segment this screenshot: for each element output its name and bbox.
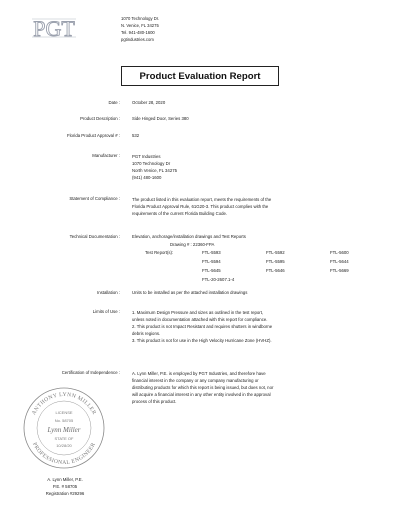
- test-report: FTL-5595: [266, 259, 285, 264]
- limits-value: [132, 309, 272, 344]
- test-report: FTL-5645: [202, 268, 221, 273]
- limits-line: 3. This product is not for use in the High Velocity Hurricane Zone (HVHZ).: [132, 338, 272, 343]
- seal-license: LICENSE: [55, 410, 73, 415]
- test-report: FTL-5644: [330, 259, 349, 264]
- address-line: N. Venice, FL 34275: [121, 23, 159, 28]
- manufacturer-line: (941) 480-1600: [132, 175, 162, 180]
- independence-line: will acquire a financial interest in any other entity involved in the approval: [132, 392, 271, 397]
- limits-line: 2. This product is not Impact Resistant and requires shutters in windborne: [132, 324, 273, 329]
- manufacturer-line: North Venice, FL 34275: [132, 168, 177, 173]
- compliance-value: [132, 196, 271, 217]
- compliance-line: requirements of the current Florida Building Code.: [132, 211, 228, 216]
- approval-value: 532: [132, 133, 140, 138]
- manufacturer-label: Manufacturer :: [92, 153, 120, 158]
- manufacturer-line: 1070 Technology Dr: [132, 161, 171, 166]
- manufacturer-line: PGT Industries: [132, 154, 161, 159]
- report-title: Product Evaluation Report: [139, 70, 261, 82]
- test-report: FTL-5646: [266, 268, 285, 273]
- independence-line: financial interest in the company or any company manufacturing or: [132, 378, 259, 383]
- independence-label: Certification of Independence :: [61, 370, 120, 375]
- compliance-label: Statement of Compliance :: [69, 196, 120, 201]
- seal-number: No. 58705: [54, 418, 74, 423]
- seal-profession: PROFESSIONAL ENGINEER: [30, 441, 98, 467]
- company-address: [121, 15, 159, 43]
- installation-value: Units to be installed as per the attached installation drawings: [132, 290, 248, 295]
- seal-state: STATE OF: [54, 436, 74, 441]
- signature-block: [30, 476, 100, 497]
- test-report: FTL-5600: [330, 250, 349, 255]
- address-line: 1070 Technology Dr.: [121, 16, 160, 21]
- limits-line: 1. Maximum Design Pressure and sizes as outlined in the test report,: [132, 310, 264, 315]
- approval-label: Florida Product Approval # :: [66, 133, 120, 138]
- manufacturer-value: [132, 153, 177, 181]
- report-title-box: [121, 66, 279, 86]
- product-description-value: Side Hinged Door, Series 380: [132, 116, 189, 121]
- test-reports-label: Test Report(s):: [145, 250, 174, 255]
- engineer-license: P.E. # 58705: [52, 484, 78, 489]
- test-report: FTL-20-2607.1-4: [202, 277, 235, 282]
- product-description-label: Product Description :: [80, 116, 120, 121]
- seal-name: ANTHONY LYNN MILLER: [31, 391, 97, 417]
- independence-value: [132, 370, 273, 405]
- address-line: Tel. 941-480-1600: [121, 30, 155, 35]
- seal-date: 10/28/20: [56, 443, 72, 448]
- seal-signature: Lynn Miller: [47, 426, 81, 434]
- address-line: pgtindustries.com: [121, 37, 154, 42]
- date-value: October 28, 2020: [132, 100, 166, 105]
- engineer-seal: [22, 386, 106, 470]
- limits-line: debris regions.: [132, 331, 161, 336]
- independence-line: distributing products for which this report is being issued, but does not, nor: [132, 385, 274, 390]
- test-report: FTL-5669: [330, 268, 349, 273]
- engineer-name: A. Lynn Miller, P.E.: [47, 477, 83, 482]
- test-report: FTL-5593: [202, 250, 221, 255]
- limits-line: unless noted in documentation attached with this report for compliance.: [132, 317, 268, 322]
- engineer-registration: Registration #29296: [45, 491, 85, 496]
- compliance-line: The product listed in this evaluation report, meets the requirements of the: [132, 197, 272, 202]
- pgt-logo: [30, 14, 78, 42]
- limits-label: Limits of Use :: [92, 309, 120, 314]
- logo-text: PGT: [33, 16, 75, 41]
- installation-label: Installation :: [97, 290, 120, 295]
- compliance-line: Florida Product Approval Rule, 61G20-3. This product complies with the: [132, 204, 269, 209]
- date-label: Date :: [108, 100, 120, 105]
- independence-line: A. Lynn Miller, P.E. is employed by PGT Industries, and therefore have: [132, 371, 266, 376]
- technical-label: Technical Documentation :: [69, 234, 120, 239]
- test-report: FTL-5594: [202, 259, 221, 264]
- test-report: FTL-5592: [266, 250, 285, 255]
- technical-line: Elevation, anchorage/installation drawings and Test Reports: [132, 234, 246, 239]
- drawing-number: Drawing # : 22360-FPA: [170, 242, 215, 247]
- independence-line: process of this product.: [132, 399, 177, 404]
